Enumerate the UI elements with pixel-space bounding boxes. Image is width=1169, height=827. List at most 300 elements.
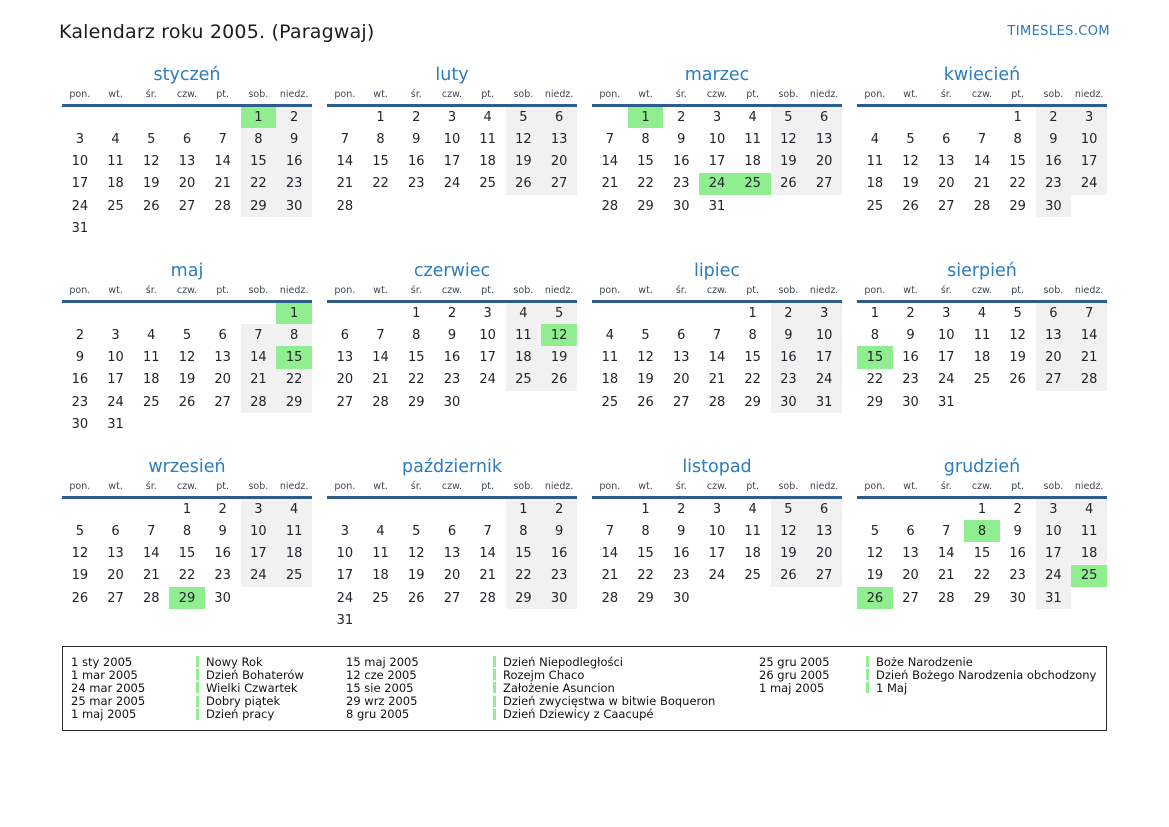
calendar-day-cell: 1: [977, 501, 987, 517]
calendar-day-cell: [699, 587, 735, 609]
calendar-day-cell: 5: [771, 106, 807, 128]
weekday-header: pt.: [1000, 481, 1036, 498]
calendar-day-cell: 5: [506, 106, 542, 128]
legend-item: [346, 695, 759, 708]
calendar-day-cell: 16: [214, 545, 231, 561]
calendar-day-cell: 19: [771, 542, 807, 564]
calendar-week-row: [857, 498, 1107, 520]
calendar-day-cell: 2: [677, 501, 686, 517]
weekday-header: niedz.: [1071, 481, 1107, 498]
calendar-day-cell: 11: [866, 153, 884, 169]
calendar-day-cell: 14: [1071, 324, 1107, 346]
calendar-day-cell: 24: [1036, 565, 1072, 587]
calendar-day-cell: 21: [142, 568, 160, 584]
calendar-day-cell: 23: [214, 568, 231, 584]
calendar-day-cell: 3: [483, 305, 492, 321]
calendar-table: [857, 481, 1107, 609]
calendar-week-row: [592, 106, 842, 128]
legend-date: 25 gru 2005: [759, 654, 830, 669]
calendar-day-cell: 30: [771, 391, 807, 413]
weekday-header: czw.: [169, 89, 205, 106]
holiday-marker-icon: [196, 696, 199, 707]
calendar-day-cell: 8: [506, 520, 542, 542]
calendar-week-row: [592, 391, 842, 413]
calendar-day-cell: 11: [479, 131, 496, 147]
calendar-day-cell: 29: [241, 195, 277, 217]
calendar-day-cell: 23: [1009, 568, 1026, 584]
calendar-day-cell: [964, 391, 1000, 413]
weekday-header: czw.: [699, 89, 735, 106]
month-calendar: [327, 65, 577, 244]
calendar-day-cell: 22: [372, 176, 389, 192]
calendar-day-cell: [470, 195, 506, 217]
calendar-day-cell: 14: [973, 153, 991, 169]
calendar-day-cell: 3: [447, 109, 457, 125]
calendar-day-cell: 11: [276, 520, 312, 542]
legend-date: 15 sie 2005: [346, 680, 414, 695]
calendar-week-row: [857, 128, 1107, 150]
calendar-day-cell: 4: [748, 109, 757, 125]
calendar-week-row: [592, 587, 842, 609]
legend-date: 24 mar 2005: [71, 680, 146, 695]
holiday-marker-icon: [866, 656, 869, 667]
weekday-header: wt.: [363, 285, 399, 302]
holiday-legend: [62, 646, 1107, 731]
calendar-day-cell: 11: [744, 131, 761, 147]
calendar-day-cell: 20: [1036, 346, 1072, 368]
calendar-day-cell: [1071, 391, 1107, 413]
calendar-day-cell: [470, 391, 506, 413]
calendar-day-cell: [276, 413, 312, 435]
calendar-day-cell: 7: [376, 327, 385, 343]
legend-date: 25 mar 2005: [71, 694, 146, 709]
calendar-day-cell: 31: [937, 394, 955, 410]
calendar-day-cell: 31: [806, 391, 842, 413]
legend-date: 15 maj 2005: [346, 654, 419, 669]
calendar-day-cell: 17: [71, 176, 89, 192]
calendar-day-cell: 7: [977, 131, 987, 147]
calendar-day-cell: 3: [111, 327, 120, 343]
calendar-day-cell: 7: [712, 327, 722, 343]
weekday-header: niedz.: [806, 481, 842, 498]
calendar-day-cell: 16: [541, 542, 577, 564]
calendar-day-cell: 29: [169, 587, 205, 609]
calendar-day-cell: 16: [407, 153, 425, 169]
calendar-day-cell: 18: [506, 346, 542, 368]
calendar-day-cell: 24: [479, 372, 496, 388]
legend-item: [759, 668, 1098, 681]
calendar-day-cell: 1: [182, 501, 192, 517]
calendar-day-cell: 12: [142, 153, 160, 169]
calendar-day-cell: 21: [336, 176, 354, 192]
calendar-day-cell: [506, 195, 542, 217]
calendar-day-cell: [363, 498, 399, 520]
calendar-week-row: [592, 346, 842, 368]
calendar-day-cell: 31: [107, 417, 124, 433]
calendar-day-cell: 28: [601, 590, 619, 606]
calendar-day-cell: 30: [214, 590, 231, 606]
calendar-day-cell: 4: [748, 501, 757, 517]
calendar-day-cell: 7: [483, 523, 492, 539]
calendar-day-cell: 20: [443, 568, 461, 584]
calendar-day-cell: 1: [641, 501, 650, 517]
calendar-day-cell: 16: [1009, 545, 1026, 561]
weekday-header: niedz.: [1071, 89, 1107, 106]
weekday-header: śr.: [663, 89, 699, 106]
calendar-day-cell: 26: [142, 198, 160, 214]
calendar-day-cell: 16: [443, 349, 461, 365]
calendar-day-cell: 27: [541, 173, 577, 195]
calendar-day-cell: [628, 302, 664, 324]
calendar-day-cell: 6: [942, 131, 951, 147]
calendar-day-cell: [1071, 587, 1107, 609]
weekday-header: pt.: [735, 89, 771, 106]
calendar-day-cell: 25: [601, 394, 619, 410]
calendar-day-cell: 10: [336, 545, 354, 561]
holiday-marker-icon: [493, 669, 496, 680]
calendar-day-cell: 12: [771, 520, 807, 542]
month-title: październik: [402, 457, 502, 477]
calendar-day-cell: 17: [1071, 150, 1107, 172]
calendar-day-cell: 18: [744, 545, 761, 561]
calendar-day-cell: 2: [771, 302, 807, 324]
legend-holiday-name: Dzień Bożego Narodzenia obchodzony: [876, 667, 1097, 682]
calendar-day-cell: 20: [937, 176, 955, 192]
calendar-day-cell: [541, 609, 577, 631]
calendar-week-row: [327, 369, 577, 391]
calendar-day-cell: 23: [771, 369, 807, 391]
calendar-day-cell: [169, 413, 205, 435]
calendar-day-cell: 9: [1036, 128, 1072, 150]
calendar-day-cell: 25: [973, 372, 991, 388]
calendar-day-cell: 19: [178, 372, 196, 388]
calendar-week-row: [62, 173, 312, 195]
calendar-day-cell: 5: [75, 523, 84, 539]
calendar-day-cell: 11: [107, 153, 124, 169]
calendar-day-cell: 2: [677, 109, 686, 125]
calendar-day-cell: 4: [870, 131, 879, 147]
calendar-day-cell: 2: [906, 305, 915, 321]
calendar-day-cell: 20: [107, 568, 124, 584]
calendar-day-cell: 18: [1071, 542, 1107, 564]
weekday-header: śr.: [133, 481, 169, 498]
weekday-header: sob.: [1036, 89, 1072, 106]
weekday-header: wt.: [893, 285, 929, 302]
calendar-day-cell: 24: [937, 372, 955, 388]
legend-item: [71, 695, 346, 708]
calendar-day-cell: [398, 498, 434, 520]
calendar-day-cell: 12: [71, 545, 89, 561]
calendar-day-cell: 19: [771, 150, 807, 172]
calendar-day-cell: 4: [506, 302, 542, 324]
calendar-day-cell: 2: [1013, 501, 1022, 517]
weekday-header: czw.: [699, 285, 735, 302]
calendar-day-cell: 31: [336, 613, 354, 629]
calendar-day-cell: 20: [214, 372, 231, 388]
calendar-day-cell: 12: [637, 349, 654, 365]
calendar-day-cell: [98, 498, 134, 520]
calendar-day-cell: [857, 106, 893, 128]
calendar-day-cell: 7: [942, 523, 951, 539]
calendar-day-cell: 22: [241, 173, 277, 195]
weekday-header: sob.: [1036, 285, 1072, 302]
calendar-day-cell: 19: [71, 568, 89, 584]
legend-holiday-name: Boże Narodzenie: [876, 654, 973, 669]
calendar-day-cell: [241, 217, 277, 239]
calendar-day-cell: 29: [744, 394, 761, 410]
calendar-week-row: [857, 369, 1107, 391]
calendar-week-row: [327, 565, 577, 587]
calendar-day-cell: 8: [276, 324, 312, 346]
calendar-day-cell: 6: [806, 498, 842, 520]
calendar-day-cell: 8: [748, 327, 757, 343]
calendar-day-cell: 30: [1036, 195, 1072, 217]
calendar-day-cell: 20: [672, 372, 690, 388]
weekday-header: wt.: [98, 89, 134, 106]
calendar-day-cell: 18: [107, 176, 124, 192]
calendar-day-cell: 5: [641, 327, 650, 343]
month-calendar: [62, 261, 312, 440]
weekday-header: czw.: [964, 89, 1000, 106]
calendar-day-cell: 23: [407, 176, 425, 192]
weekday-header: sob.: [241, 285, 277, 302]
calendar-day-cell: 28: [479, 590, 496, 606]
calendar-day-cell: 30: [1009, 590, 1026, 606]
weekday-header: pon.: [62, 481, 98, 498]
calendar-week-row: [327, 391, 577, 413]
calendar-day-cell: 20: [902, 568, 919, 584]
calendar-day-cell: 13: [178, 153, 196, 169]
calendar-week-row: [327, 542, 577, 564]
calendar-week-row: [857, 391, 1107, 413]
calendar-day-cell: 15: [178, 545, 196, 561]
calendar-day-cell: 18: [866, 176, 884, 192]
calendar-day-cell: 16: [771, 346, 807, 368]
legend-column: [346, 655, 759, 721]
calendar-week-row: [592, 498, 842, 520]
calendar-day-cell: 2: [541, 498, 577, 520]
calendar-day-cell: 22: [637, 568, 654, 584]
weekday-header: pt.: [735, 285, 771, 302]
calendar-day-cell: 1: [506, 498, 542, 520]
calendar-day-cell: [735, 195, 771, 217]
calendar-table: [857, 89, 1107, 217]
calendar-table: [592, 481, 842, 609]
calendar-day-cell: [133, 106, 169, 128]
calendar-day-cell: 23: [1036, 173, 1072, 195]
calendar-day-cell: 28: [372, 394, 389, 410]
weekday-header: czw.: [434, 285, 470, 302]
calendar-day-cell: [363, 195, 399, 217]
calendar-day-cell: 7: [340, 131, 349, 147]
calendar-day-cell: 4: [147, 327, 156, 343]
weekday-header: sob.: [1036, 481, 1072, 498]
weekday-header: pon.: [857, 481, 893, 498]
weekday-header: pon.: [592, 481, 628, 498]
calendar-day-cell: 9: [906, 327, 915, 343]
calendar-day-cell: 6: [447, 523, 457, 539]
calendar-day-cell: 27: [937, 198, 955, 214]
calendar-week-row: [62, 150, 312, 172]
calendar-day-cell: [241, 587, 277, 609]
calendar-day-cell: 14: [241, 346, 277, 368]
month-title: listopad: [682, 457, 752, 477]
calendar-day-cell: 22: [407, 372, 425, 388]
holiday-marker-icon: [493, 696, 496, 707]
calendar-day-cell: 9: [677, 523, 686, 539]
calendar-day-cell: 26: [506, 173, 542, 195]
calendar-day-cell: 6: [806, 106, 842, 128]
calendar-day-cell: 12: [771, 128, 807, 150]
calendar-week-row: [62, 195, 312, 217]
calendar-week-row: [592, 565, 842, 587]
calendar-day-cell: 23: [902, 372, 919, 388]
calendar-table: [62, 285, 312, 436]
calendar-day-cell: 19: [902, 176, 919, 192]
calendar-day-cell: 1: [376, 109, 385, 125]
calendar-day-cell: 4: [483, 109, 492, 125]
calendar-week-row: [327, 128, 577, 150]
calendar-day-cell: 28: [1071, 369, 1107, 391]
calendar-day-cell: 27: [806, 173, 842, 195]
calendar-day-cell: 11: [973, 327, 991, 343]
legend-item: [759, 681, 1098, 694]
month-title: lipiec: [693, 261, 741, 281]
calendar-day-cell: 21: [241, 369, 277, 391]
calendar-day-cell: 5: [906, 131, 915, 147]
weekday-header: niedz.: [806, 89, 842, 106]
calendar-day-cell: 13: [214, 349, 231, 365]
legend-date: 1 maj 2005: [71, 707, 137, 722]
calendar-day-cell: 21: [1071, 346, 1107, 368]
weekday-header: sob.: [506, 285, 542, 302]
calendar-day-cell: 12: [407, 545, 425, 561]
calendar-table: [592, 89, 842, 217]
calendar-week-row: [857, 542, 1107, 564]
calendar-day-cell: 14: [937, 545, 955, 561]
calendar-day-cell: 23: [541, 565, 577, 587]
calendar-day-cell: 1: [1013, 109, 1022, 125]
legend-item: [71, 655, 346, 668]
calendar-day-cell: 12: [902, 153, 919, 169]
calendar-day-cell: 27: [178, 198, 196, 214]
weekday-header: sob.: [771, 285, 807, 302]
calendar-day-cell: 10: [708, 131, 726, 147]
legend-holiday-name: Dzień Dziewicy z Caacupé: [503, 707, 654, 722]
month-calendar: [327, 457, 577, 636]
calendar-day-cell: 17: [708, 545, 726, 561]
calendar-day-cell: 30: [672, 590, 690, 606]
weekday-header: czw.: [169, 481, 205, 498]
weekday-header: pt.: [1000, 89, 1036, 106]
calendar-day-cell: [506, 391, 542, 413]
weekday-header: wt.: [893, 481, 929, 498]
calendar-day-cell: 11: [142, 349, 160, 365]
calendar-day-cell: 14: [372, 349, 389, 365]
weekday-header: niedz.: [276, 285, 312, 302]
calendar-day-cell: 12: [178, 349, 196, 365]
calendar-day-cell: 15: [372, 153, 389, 169]
calendar-day-cell: 4: [111, 131, 120, 147]
weekday-header: pt.: [735, 481, 771, 498]
brand-link[interactable]: TIMESLES.COM: [1007, 24, 1110, 39]
calendar-day-cell: 25: [1071, 565, 1107, 587]
weekday-header: niedz.: [276, 89, 312, 106]
calendar-day-cell: 15: [506, 542, 542, 564]
calendar-day-cell: [133, 498, 169, 520]
calendar-day-cell: 9: [677, 131, 686, 147]
calendar-day-cell: 21: [372, 372, 389, 388]
legend-date: 26 gru 2005: [759, 667, 830, 682]
calendar-day-cell: [771, 195, 807, 217]
calendar-day-cell: 29: [276, 391, 312, 413]
calendar-day-cell: [62, 498, 98, 520]
calendar-day-cell: 25: [107, 198, 124, 214]
legend-date: 8 gru 2005: [346, 707, 410, 722]
calendar-day-cell: 14: [336, 153, 354, 169]
calendar-day-cell: 26: [637, 394, 654, 410]
calendar-day-cell: 26: [407, 590, 425, 606]
calendar-day-cell: 21: [601, 176, 619, 192]
calendar-day-cell: 16: [672, 153, 690, 169]
calendar-day-cell: 30: [902, 394, 919, 410]
legend-date: 1 mar 2005: [71, 667, 138, 682]
calendar-day-cell: 9: [276, 128, 312, 150]
calendar-day-cell: 6: [218, 327, 227, 343]
calendar-day-cell: 3: [241, 498, 277, 520]
weekday-header: wt.: [98, 285, 134, 302]
calendar-day-cell: 9: [771, 324, 807, 346]
calendar-day-cell: 30: [541, 587, 577, 609]
calendar-day-cell: 28: [601, 198, 619, 214]
calendar-day-cell: 21: [708, 372, 726, 388]
calendar-day-cell: 13: [541, 128, 577, 150]
calendar-day-cell: 8: [964, 520, 1000, 542]
calendar-day-cell: [98, 106, 134, 128]
calendar-day-cell: 18: [744, 153, 761, 169]
calendar-week-row: [592, 173, 842, 195]
page-header: [0, 0, 1169, 43]
weekday-header: niedz.: [541, 89, 577, 106]
calendar-day-cell: 30: [71, 417, 89, 433]
calendar-day-cell: [276, 587, 312, 609]
calendar-day-cell: 17: [443, 153, 461, 169]
calendar-day-cell: [893, 106, 929, 128]
month-title: sierpień: [947, 261, 1017, 281]
calendar-day-cell: 4: [1071, 498, 1107, 520]
calendar-day-cell: 14: [214, 153, 231, 169]
weekday-header: czw.: [169, 285, 205, 302]
calendar-day-cell: 15: [637, 545, 654, 561]
calendar-day-cell: [893, 498, 929, 520]
month-title: marzec: [684, 65, 750, 85]
weekday-header: sob.: [506, 89, 542, 106]
calendar-day-cell: [133, 302, 169, 324]
calendar-day-cell: 1: [241, 106, 277, 128]
months-grid: [62, 65, 1107, 636]
calendar-day-cell: 18: [142, 372, 160, 388]
calendar-day-cell: 25: [506, 369, 542, 391]
calendar-day-cell: 25: [479, 176, 496, 192]
calendar-day-cell: 27: [1036, 369, 1072, 391]
calendar-day-cell: 24: [806, 369, 842, 391]
weekday-header: pt.: [205, 285, 241, 302]
calendar-day-cell: 23: [672, 568, 690, 584]
calendar-day-cell: 26: [771, 173, 807, 195]
calendar-week-row: [327, 498, 577, 520]
calendar-week-row: [327, 150, 577, 172]
calendar-day-cell: [398, 195, 434, 217]
